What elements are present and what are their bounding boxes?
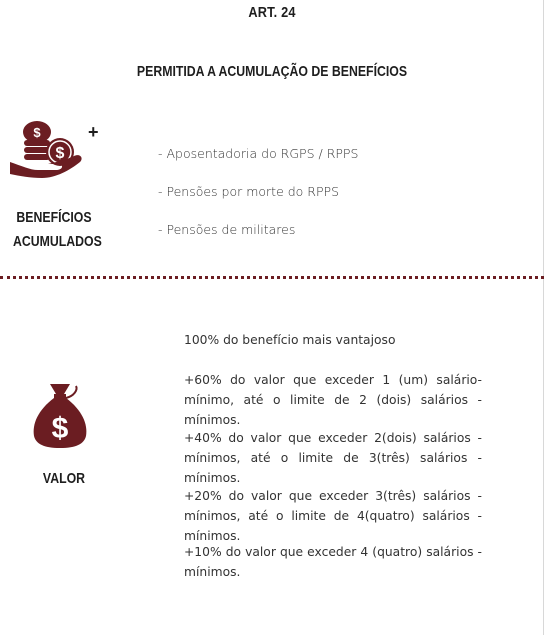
benefits-label-line2: ACUMULADOS <box>13 233 102 250</box>
value-paragraph-2: +60% do valor que exceder 1 (um) salário-mínimo, até o limite de 2 (dois) salários - mínimos. <box>184 373 482 427</box>
dotted-divider <box>0 276 544 279</box>
value-paragraph-1: 100% do benefício mais vantajoso <box>184 333 396 347</box>
benefit-item-1: - Aposentadoria do RGPS / RPPS <box>158 146 359 161</box>
benefit-item-3: - Pensões de militares <box>158 222 296 237</box>
benefit-item-2: - Pensões por morte do RPPS <box>158 184 339 199</box>
svg-text:$: $ <box>55 145 65 162</box>
plus-sign: + <box>88 122 99 142</box>
value-paragraph-3: +40% do valor que exceder 2(dois) salários - mínimos, até o limite de 3(três) salários - mínimos. <box>184 431 482 485</box>
value-paragraph-4: +20% do valor que exceder 3(três) salários - mínimos, até o limite de 4(quatro) salários - mínimos. <box>184 489 482 543</box>
money-bag-icon <box>30 380 90 454</box>
svg-text:$: $ <box>51 412 69 445</box>
value-paragraph-5: +10% do valor que exceder 4 (quatro) salários - mínimos. <box>184 545 482 579</box>
benefits-label-line1: BENEFÍCIOS <box>16 209 92 226</box>
benefits-label <box>13 206 102 254</box>
svg-text:$: $ <box>33 125 41 140</box>
section-heading: PERMITIDA A ACUMULAÇÃO DE BENEFÍCIOS <box>136 63 408 80</box>
article-title: ART. 24 <box>248 4 296 21</box>
value-label: VALOR <box>42 470 86 487</box>
